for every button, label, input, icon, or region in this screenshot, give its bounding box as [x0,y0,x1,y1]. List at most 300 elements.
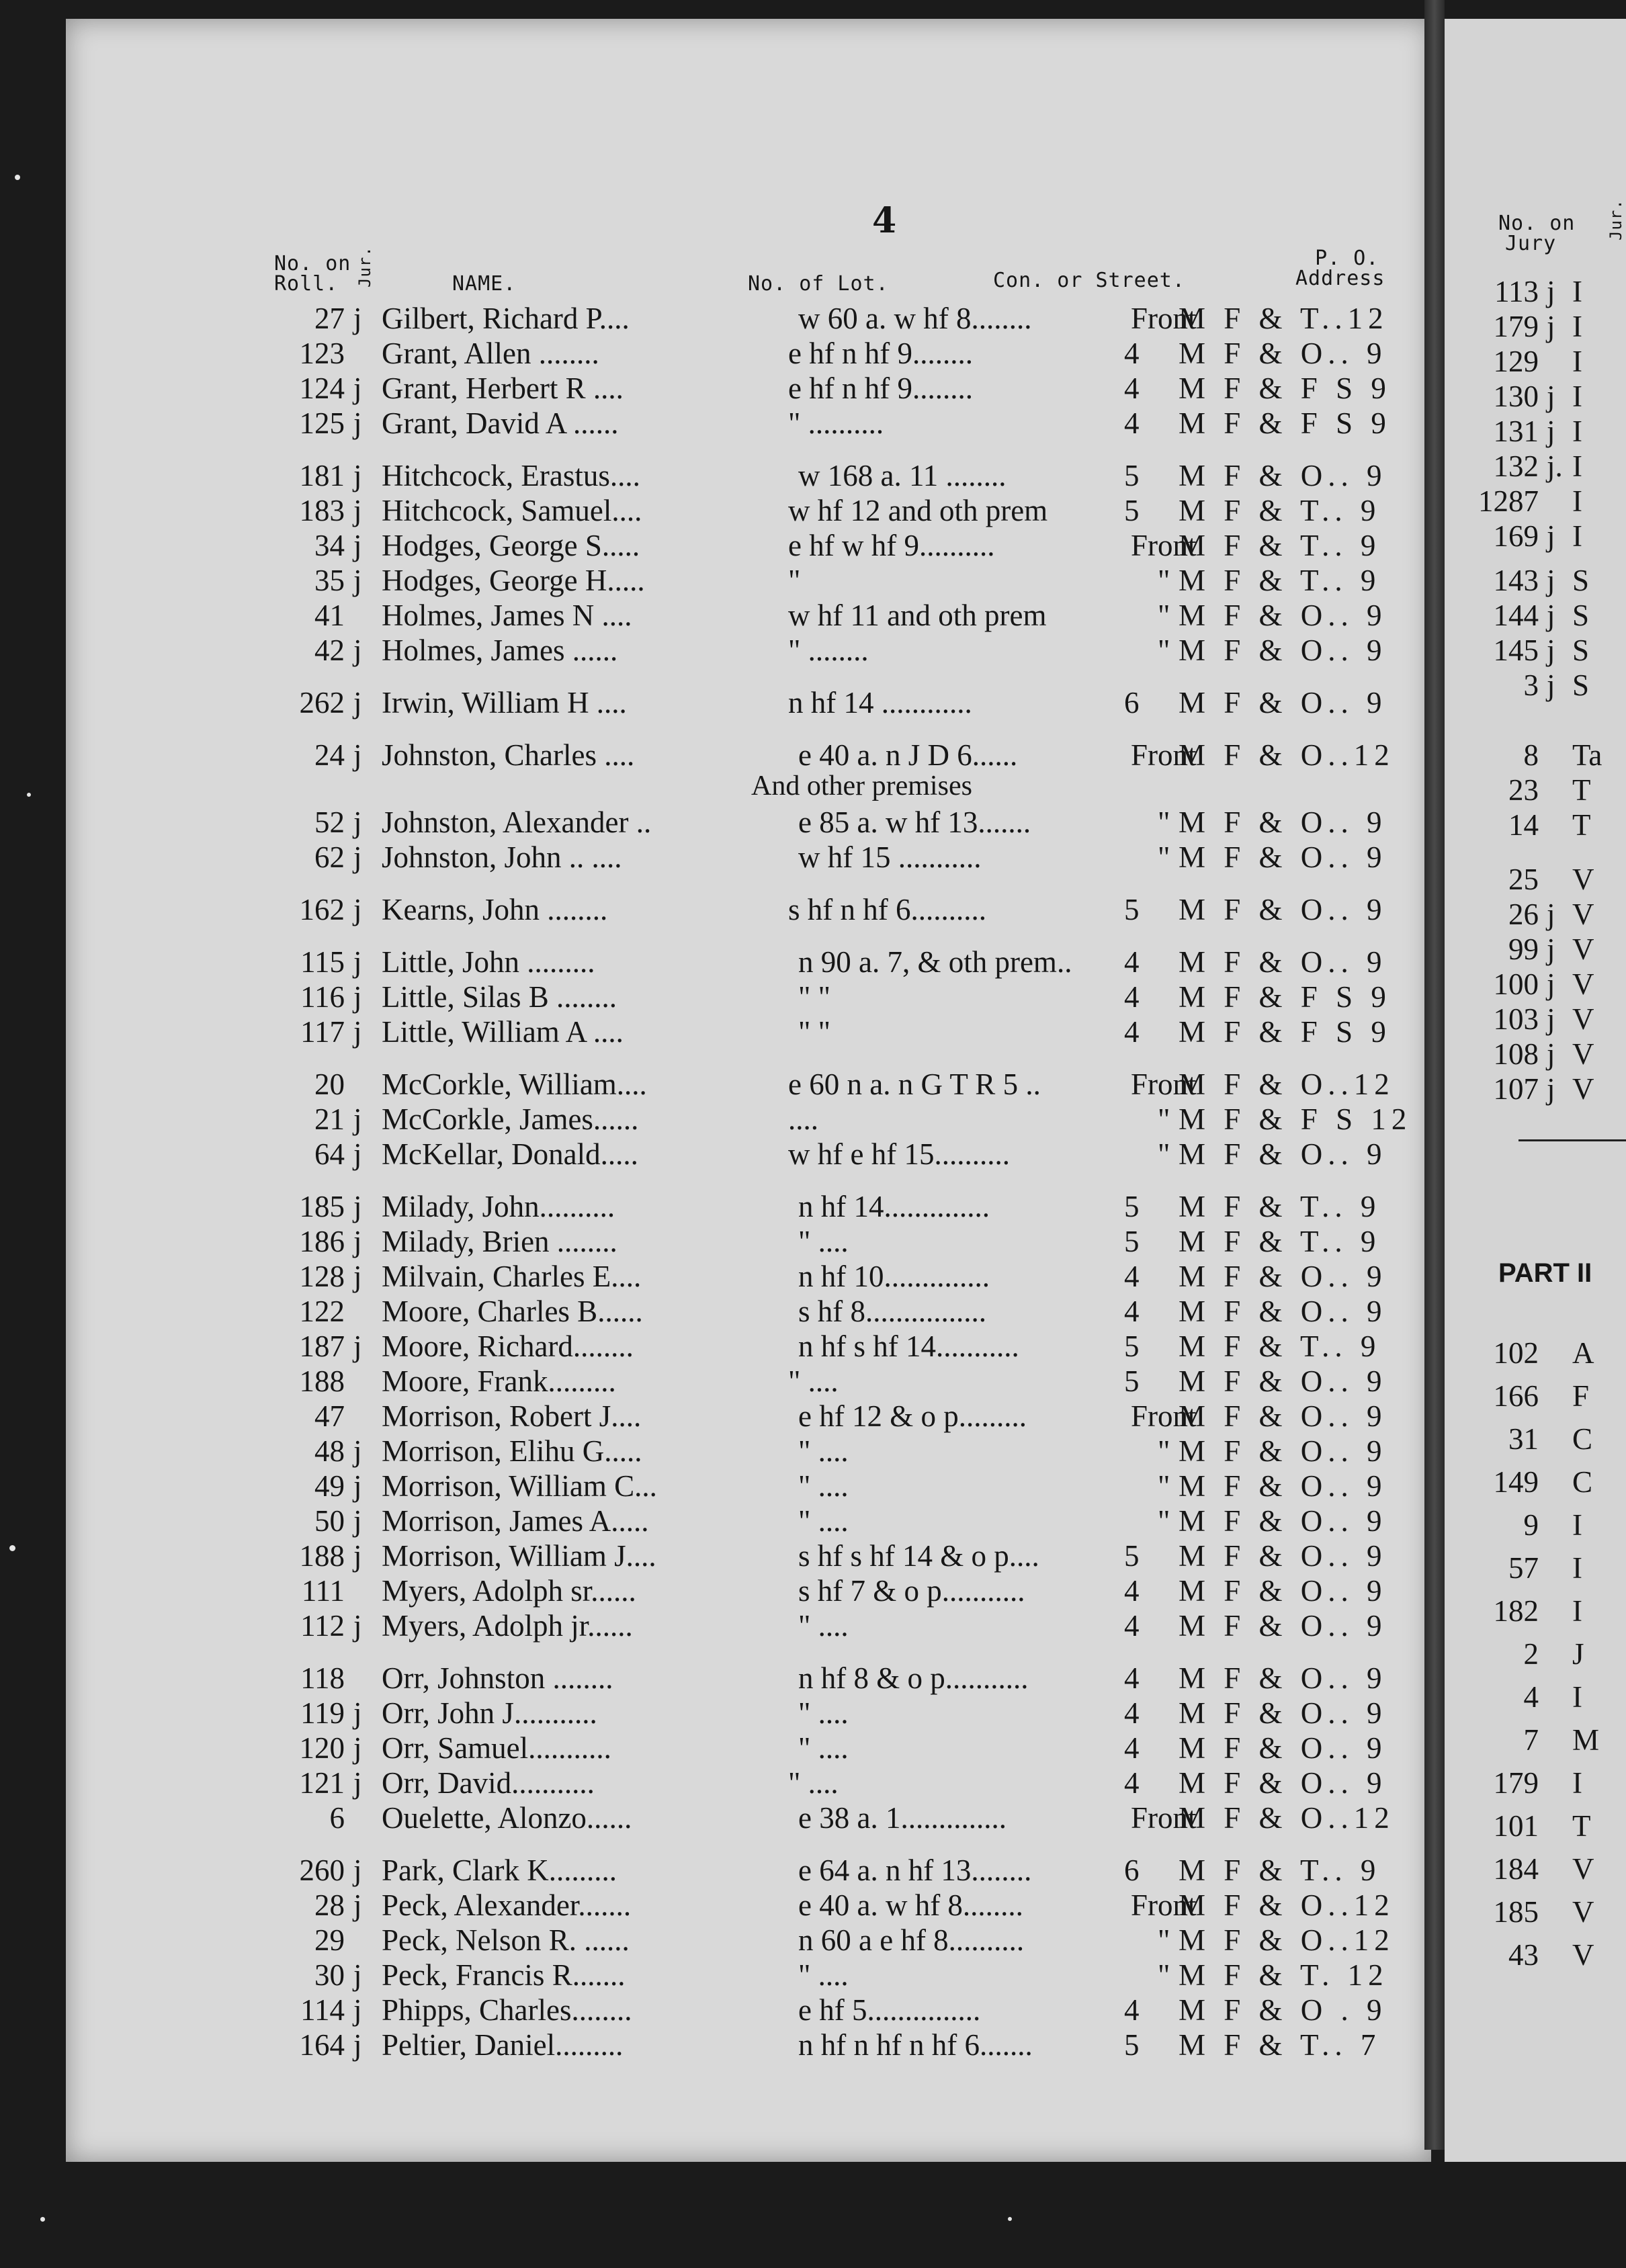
right-entry-name-fragment: I [1572,1551,1582,1585]
con-or-street: 4 [1124,1295,1140,1328]
con-or-street: 4 [1124,1766,1140,1800]
right-header-jur: Jur. [1607,199,1625,241]
con-or-street: Front [1131,1801,1197,1835]
right-roll-entry [1445,1508,1626,1542]
po-address: M F & O . 9 [1179,1993,1387,2027]
right-roll-entry [1445,1808,1626,1843]
juror-mark: j [353,494,362,527]
po-address: M F & T.. 9 [1179,1190,1381,1223]
con-or-street: " [1158,634,1170,667]
row-note: And other premises [751,771,972,801]
lot-number: s hf s hf 14 & o p.... [798,1539,1039,1573]
con-or-street: 4 [1124,406,1140,440]
po-address: M F & O.. 9 [1179,1137,1387,1171]
right-roll-entry [1445,484,1626,519]
lot-number: n hf 8 & o p........... [798,1661,1029,1695]
roll-entry [66,1014,1431,1049]
right-entry-name-fragment: V [1572,898,1594,931]
right-roll-entry [1445,1722,1626,1757]
entry-name: Orr, Samuel........... [382,1731,611,1765]
right-entry-name-fragment: C [1572,1422,1593,1456]
right-entry-name-fragment: Ta [1572,738,1602,772]
roll-entry [66,1399,1431,1434]
lot-number: e hf 12 & o p......... [798,1399,1027,1433]
lot-number: " .... [788,1364,839,1398]
right-juror-mark: j [1547,564,1555,597]
lot-number: s hf 7 & o p........... [798,1574,1025,1608]
juror-mark: j [353,2028,362,2062]
lot-number: w 168 a. 11 ........ [798,459,1007,492]
right-entry-name-fragment: S [1572,668,1590,702]
juror-mark: j [353,1888,362,1922]
roll-entry [66,805,1431,840]
con-or-street: 4 [1124,945,1140,979]
roll-number: 30 [314,1958,345,1992]
con-or-street: " [1158,1958,1170,1992]
con-or-street: 4 [1124,1993,1140,2027]
po-address: M F & F S 12 [1179,1102,1412,1136]
con-or-street: 6 [1124,686,1140,719]
roll-entry [66,1538,1431,1573]
po-address: M F & O.. 9 [1179,893,1387,926]
po-address: M F & O.. 9 [1179,1364,1387,1398]
con-or-street: " [1158,840,1170,874]
lot-number: " [788,564,801,597]
con-or-street: 4 [1124,1609,1140,1643]
right-roll-number: 166 [1493,1379,1539,1413]
roll-number: 183 [299,494,345,527]
roll-number: 42 [314,634,345,667]
right-entry-name-fragment: T [1572,773,1591,807]
roll-entry [66,738,1431,773]
con-or-street: " [1158,599,1170,632]
right-roll-number: 184 [1493,1852,1539,1886]
right-juror-mark: j [1547,1072,1555,1106]
entry-name: Hitchcock, Erastus.... [382,459,640,492]
po-address: M F & O..12 [1179,1923,1395,1957]
roll-entry [66,979,1431,1014]
lot-number: w hf 15 ........... [798,840,982,874]
header-jur: Jur. [355,246,374,288]
roll-number: 27 [314,302,345,335]
lot-number: e hf 5............... [798,1993,981,2027]
lot-number: n 90 a. 7, & oth prem.. [798,945,1072,979]
juror-mark: j [353,1329,362,1363]
right-entry-name-fragment: I [1572,275,1582,308]
right-roll-entry [1445,1551,1626,1585]
lot-number: " .... [788,1766,839,1800]
con-or-street: " [1158,805,1170,839]
roll-entry [66,1364,1431,1399]
juror-mark: j [353,529,362,562]
right-juror-mark: j [1547,519,1555,553]
roll-number: 112 [300,1609,345,1643]
con-or-street: Front [1131,1888,1197,1922]
entry-name: Moore, Charles B...... [382,1295,643,1328]
juror-mark: j [353,1853,362,1887]
con-or-street: " [1158,1469,1170,1503]
juror-mark: j [353,1102,362,1136]
roll-number: 124 [299,372,345,405]
right-header-line1: No. on [1498,212,1576,235]
con-or-street: 4 [1124,1661,1140,1695]
roll-number: 64 [314,1137,345,1171]
con-or-street: 6 [1124,1853,1140,1887]
right-roll-entry [1445,738,1626,773]
po-address: M F & F S 9 [1179,372,1392,405]
lot-number: s hf n hf 6.......... [788,893,986,926]
entry-name: Hodges, George H..... [382,564,645,597]
right-roll-number: 101 [1493,1809,1539,1843]
right-roll-entry [1445,1037,1626,1072]
right-roll-number: 108 [1493,1037,1539,1071]
entry-name: McCorkle, James...... [382,1102,639,1136]
roll-number: 125 [299,406,345,440]
roll-number: 29 [314,1923,345,1957]
po-address: M F & O.. 9 [1179,634,1387,667]
lot-number: n hf 10.............. [798,1260,990,1293]
header-po-address [1295,249,1385,289]
juror-mark: j [353,805,362,839]
entry-name: Hitchcock, Samuel.... [382,494,642,527]
roll-entry [66,1137,1431,1172]
right-entry-name-fragment: M [1572,1723,1600,1757]
roll-entry [66,1503,1431,1538]
con-or-street: 4 [1124,1574,1140,1608]
right-roll-entry [1445,598,1626,633]
juror-mark: j [353,1260,362,1293]
right-entry-name-fragment: V [1572,863,1594,896]
entry-name: Morrison, William J.... [382,1539,656,1573]
juror-mark: j [353,1015,362,1049]
po-address: M F & F S 9 [1179,980,1392,1014]
entry-name: Milady, John.......... [382,1190,615,1223]
entry-name: Little, William A .... [382,1015,624,1049]
juror-mark: j [353,1993,362,2027]
right-roll-entry [1445,897,1626,932]
right-roll-number: 131 [1493,415,1539,448]
entry-name: Moore, Richard........ [382,1329,634,1363]
con-or-street: 5 [1124,459,1140,492]
right-juror-mark: j [1547,634,1555,667]
po-address: M F & O.. 9 [1179,1574,1387,1608]
lot-number: w hf 12 and oth prem [788,494,1048,527]
lot-number: " .... [798,1225,849,1258]
po-address: M F & O.. 9 [1179,599,1387,632]
header-name: NAME. [452,272,517,296]
roll-number: 119 [300,1696,345,1730]
lot-number: " .... [798,1504,849,1538]
right-entry-name-fragment: T [1572,1809,1591,1843]
roll-entry [66,563,1431,598]
juror-mark: j [353,1225,362,1258]
entry-name: Gilbert, Richard P.... [382,302,630,335]
roll-entry [66,458,1431,493]
po-address: M F & O.. 9 [1179,686,1387,719]
right-juror-mark: j [1547,967,1555,1001]
entry-name: Hodges, George S..... [382,529,640,562]
right-roll-entry [1445,1465,1626,1499]
right-roll-entry [1445,414,1626,449]
right-entry-name-fragment: V [1572,932,1594,966]
right-juror-mark: j [1547,1037,1555,1071]
con-or-street: " [1158,1137,1170,1171]
entry-name: Holmes, James ...... [382,634,618,667]
po-address: M F & O.. 9 [1179,1731,1387,1765]
right-roll-entry [1445,932,1626,967]
right-roll-number: 4 [1523,1680,1539,1714]
roll-number: 162 [299,893,345,926]
juror-mark: j [353,1190,362,1223]
entry-name: Moore, Frank......... [382,1364,616,1398]
roll-entry [66,945,1431,979]
roll-number: 123 [299,337,345,370]
roll-entry [66,1469,1431,1503]
right-roll-entry [1445,1637,1626,1671]
right-entry-name-fragment: I [1572,1680,1582,1714]
juror-mark: j [353,1696,362,1730]
right-roll-number: 179 [1493,1766,1539,1800]
left-page [66,19,1431,2162]
po-address: M F & O.. 9 [1179,1434,1387,1468]
entry-name: Johnston, Charles .... [382,738,635,772]
con-or-street: Front [1131,302,1197,335]
section-rule [1518,1139,1626,1141]
con-or-street: 5 [1124,1364,1140,1398]
juror-mark: j [353,1766,362,1800]
roll-number: 115 [300,945,345,979]
roll-entry [66,1259,1431,1294]
right-roll-entry [1445,808,1626,842]
right-roll-number: 2 [1523,1637,1539,1671]
lot-number: e 40 a. w hf 8........ [798,1888,1023,1922]
right-roll-entry [1445,1680,1626,1714]
po-address: M F & T.. 9 [1179,1329,1381,1363]
lot-number: s hf 8................ [798,1295,986,1328]
right-juror-mark: j [1547,310,1555,343]
right-entry-name-fragment: S [1572,564,1590,597]
right-entry-name-fragment: J [1572,1637,1584,1671]
juror-mark: j [353,893,362,926]
entry-name: Little, Silas B ........ [382,980,617,1014]
lot-number: e hf n hf 9........ [788,372,973,405]
po-address: M F & T. 12 [1179,1958,1389,1992]
con-or-street: 5 [1124,1539,1140,1573]
entry-name: Peck, Francis R....... [382,1958,626,1992]
entry-name: Orr, David........... [382,1766,595,1800]
con-or-street: 4 [1124,1696,1140,1730]
po-address: M F & O.. 9 [1179,945,1387,979]
right-juror-mark: j [1547,668,1555,702]
con-or-street: 4 [1124,1015,1140,1049]
juror-mark: j [353,840,362,874]
roll-entry [66,1661,1431,1696]
lot-number: w 60 a. w hf 8........ [798,302,1032,335]
roll-entry [66,685,1431,720]
po-address: M F & T.. 9 [1179,1225,1381,1258]
roll-number: 34 [314,529,345,562]
page-gutter [1424,0,1445,2150]
entry-name: McCorkle, William.... [382,1067,647,1101]
lot-number: " .... [798,1469,849,1503]
con-or-street: " [1158,1504,1170,1538]
roll-number: 6 [329,1801,345,1835]
con-or-street: 5 [1124,893,1140,926]
po-address: M F & T.. 9 [1179,529,1381,562]
roll-number: 262 [299,686,345,719]
con-or-street: 5 [1124,1190,1140,1223]
entry-name: Little, John ......... [382,945,595,979]
roll-number: 185 [299,1190,345,1223]
juror-mark: j [353,564,362,597]
right-entry-name-fragment: I [1572,484,1582,518]
po-address: M F & O.. 9 [1179,1399,1387,1433]
po-address: M F & F S 9 [1179,1015,1392,1049]
lot-number: .... [788,1102,818,1136]
po-address: M F & T.. 7 [1179,2028,1381,2062]
roll-number: 50 [314,1504,345,1538]
right-roll-entry [1445,344,1626,379]
right-roll-entry [1445,1002,1626,1037]
right-header-line2: Jury [1505,232,1557,255]
right-roll-number: 129 [1493,345,1539,378]
header-no-on-line1: No. on [274,252,351,275]
entry-name: Peck, Alexander....... [382,1888,632,1922]
lot-number: " .... [798,1958,849,1992]
right-entry-name-fragment: V [1572,1938,1594,1972]
entry-name: Morrison, Elihu G..... [382,1434,642,1468]
po-address: M F & O.. 9 [1179,1539,1387,1573]
header-no-on-roll [274,254,351,294]
juror-mark: j [353,1958,362,1992]
roll-entry [66,1067,1431,1102]
right-roll-entry [1445,1937,1626,1972]
juror-mark: j [353,686,362,719]
roll-entry [66,301,1431,336]
roll-number: 188 [299,1364,345,1398]
lot-number: e hf n hf 9........ [788,337,973,370]
right-roll-number: 26 [1508,898,1539,931]
roll-entry [66,1888,1431,1923]
right-roll-number: 43 [1508,1938,1539,1972]
po-address: M F & O.. 9 [1179,1469,1387,1503]
po-address: M F & O..12 [1179,1801,1395,1835]
roll-entry [66,1573,1431,1608]
right-juror-mark: j [1547,932,1555,966]
con-or-street: 4 [1124,980,1140,1014]
po-address: M F & O.. 9 [1179,459,1387,492]
roll-entry [66,1993,1431,2027]
roll-entry [66,892,1431,927]
right-roll-number: 113 [1494,275,1539,308]
roll-number: 21 [314,1102,345,1136]
right-header [1498,214,1575,254]
con-or-street: " [1158,1102,1170,1136]
lot-number: e 40 a. n J D 6...... [798,738,1018,772]
lot-number: " .......... [788,406,884,440]
right-entry-name-fragment: I [1572,345,1582,378]
right-entry-name-fragment: V [1572,967,1594,1001]
lot-number: w hf 11 and oth prem [788,599,1047,632]
po-address: M F & O.. 9 [1179,805,1387,839]
con-or-street: Front [1131,1067,1197,1101]
roll-number: 181 [299,459,345,492]
right-entry-name-fragment: T [1572,808,1591,842]
lot-number: n hf 14.............. [798,1190,990,1223]
roll-entry [66,1696,1431,1731]
roll-number: 111 [301,1574,345,1608]
entry-name: Morrison, William C... [382,1469,657,1503]
roll-number: 128 [299,1260,345,1293]
entry-name: Myers, Adolph jr...... [382,1609,633,1643]
po-address: M F & T..12 [1179,302,1389,335]
entry-name: Orr, John J........... [382,1696,597,1730]
lot-number: e 64 a. n hf 13........ [798,1853,1032,1887]
right-entry-name-fragment: I [1572,449,1582,483]
right-entry-name-fragment: V [1572,1037,1594,1071]
roll-entry [66,1958,1431,1993]
right-entry-name-fragment: A [1572,1336,1594,1370]
juror-mark: j [353,1539,362,1573]
lot-number: n hf 14 ............ [788,686,972,719]
roll-number: 28 [314,1888,345,1922]
con-or-street: 5 [1124,2028,1140,2062]
page-number: 4 [872,200,897,241]
lot-number: " .... [798,1609,849,1643]
right-roll-number: 8 [1523,738,1539,772]
right-roll-number: 57 [1508,1551,1539,1585]
right-roll-entry [1445,1894,1626,1929]
roll-number: 260 [299,1853,345,1887]
right-roll-number: 107 [1493,1072,1539,1106]
con-or-street: " [1158,1434,1170,1468]
roll-number: 52 [314,805,345,839]
roll-entry [66,1434,1431,1469]
con-or-street: 5 [1124,494,1140,527]
roll-number: 62 [314,840,345,874]
right-roll-entry [1445,563,1626,598]
lot-number: w hf e hf 15.......... [788,1137,1010,1171]
roll-entry [66,1800,1431,1835]
con-or-street: " [1158,564,1170,597]
entry-name: McKellar, Donald..... [382,1137,638,1171]
right-roll-entry [1445,1765,1626,1800]
roll-number: 47 [314,1399,345,1433]
header-con-or-street: Con. or Street. [993,269,1185,292]
roll-number: 114 [300,1993,345,2027]
right-juror-mark: j [1547,1002,1555,1036]
entry-name: Peltier, Daniel......... [382,2028,624,2062]
juror-mark: j [353,1137,362,1171]
right-entry-name-fragment: S [1572,599,1590,632]
roll-entry [66,406,1431,441]
juror-mark: j [353,459,362,492]
right-entry-name-fragment: V [1572,1072,1594,1106]
right-roll-number: 145 [1493,634,1539,667]
po-address: M F & O.. 9 [1179,1766,1387,1800]
right-roll-number: 100 [1493,967,1539,1001]
con-or-street: 5 [1124,1225,1140,1258]
right-roll-number: 130 [1493,380,1539,413]
roll-entry [66,1102,1431,1137]
right-roll-number: 143 [1493,564,1539,597]
right-roll-entry [1445,519,1626,554]
right-entry-name-fragment: I [1572,380,1582,413]
juror-mark: j [353,945,362,979]
con-or-street: Front [1131,1399,1197,1433]
roll-entry [66,1608,1431,1643]
entry-name: Kearns, John ........ [382,893,608,926]
